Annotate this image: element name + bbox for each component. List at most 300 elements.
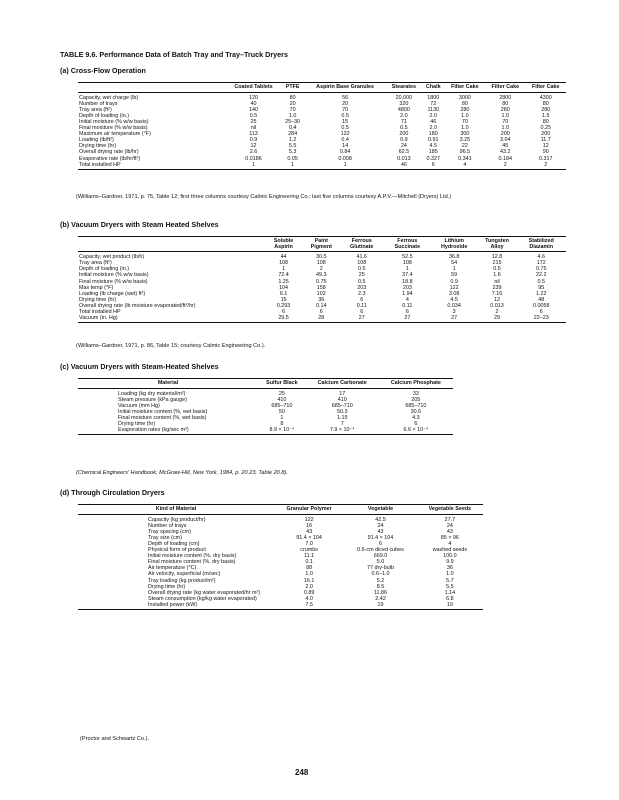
table-cell: 104 — [279, 284, 289, 291]
table-row — [78, 427, 453, 435]
table-cell: 71 — [400, 118, 407, 125]
table-cell: 1130 — [427, 106, 440, 113]
table-cell: 56 — [342, 94, 349, 101]
table-cell: 0.91 — [428, 137, 439, 144]
column-header: Paint Pigment — [303, 237, 339, 252]
table-cell: 43 — [377, 528, 384, 535]
table-cell: 410 — [337, 396, 347, 403]
table-cell: 1.0 — [446, 571, 454, 578]
section-d-heading: (d) Through Circulation Dryers — [60, 488, 165, 497]
table-row — [78, 315, 566, 323]
table-row — [78, 162, 566, 170]
table-cell: 80 — [502, 100, 509, 107]
table-cell: 140 — [249, 106, 258, 113]
table-cell: 203 — [402, 284, 412, 291]
table-cell: 41.6 — [356, 254, 367, 261]
section-b-source-note: (Williams–Gardner, 1971, p. 86, Table 15; courtesy Calmic Engineering Co.). — [76, 343, 266, 349]
table-cell: 80 — [289, 94, 296, 101]
table-cell: 6 — [405, 309, 409, 316]
table-cell: 0.0058 — [532, 302, 550, 309]
table-cell: 6 — [360, 309, 364, 316]
table-cell: 27 — [384, 315, 431, 323]
row-label: Drying time (hr) — [148, 583, 186, 590]
row-label: Installed power (kW) — [78, 602, 274, 610]
row-label: Air velocity, superficial (m/sec) — [148, 571, 221, 578]
table-cell: 24 — [400, 143, 407, 150]
table-cell: 120 — [249, 94, 258, 101]
row-label: Max temp (°F) — [79, 284, 114, 291]
row-label: Final moisture content (%, dry basis) — [148, 559, 236, 566]
table-cell: 2 — [319, 266, 323, 273]
table-cell: 7.9 × 10⁻⁴ — [306, 427, 379, 435]
table-cell: 54 — [451, 260, 458, 267]
row-label: Steam pressure (kPa gauge) — [118, 396, 187, 403]
table-cell: 25–30 — [285, 118, 301, 125]
table-cell: 0.6–1.0 — [371, 571, 390, 578]
table-cell: 80 — [461, 100, 468, 107]
table-cell: 320 — [399, 100, 409, 107]
row-label: Final moisture content (%, wet basis) — [118, 414, 207, 421]
table-cell: 158 — [316, 284, 326, 291]
section-c-heading: (c) Vacuum Dryers with Steam-Heated Shelves — [60, 362, 219, 371]
table-cell: 72.4 — [278, 272, 289, 279]
table-cell: 14 — [342, 143, 349, 150]
table-cell: 25 — [358, 272, 365, 279]
table-cell: 4.5 — [450, 296, 458, 303]
column-header: Soluble Aspirin — [264, 237, 303, 252]
table-cell: 0.5 — [357, 266, 366, 273]
table-cell: 19 — [417, 602, 483, 610]
table-cell: 59 — [451, 272, 458, 279]
column-header: Granular Polymer — [274, 505, 344, 515]
table-cell: 3000 — [458, 94, 471, 101]
table-cell: washed seeds — [432, 547, 468, 554]
table-cell: 200 — [500, 131, 510, 138]
section-a-heading: (a) Cross-Flow Operation — [60, 66, 146, 75]
table-cell: 24 — [446, 522, 453, 529]
table-cell: 70 — [461, 118, 468, 125]
table-cell: 0.008 — [338, 155, 352, 162]
table-cell: 0.5 — [341, 125, 349, 132]
table-cell: 4 — [448, 540, 452, 547]
column-header: Sulfur Black — [258, 379, 306, 389]
table-cell: 6 — [378, 540, 382, 547]
table-cell: 29 — [478, 315, 517, 323]
row-label: Loading (kg dry material/m²) — [118, 390, 186, 397]
row-label: Drying time (hr) — [118, 421, 156, 428]
table-cell: 280 — [541, 106, 551, 113]
table-cell: 4300 — [539, 94, 552, 101]
table-cell: 12.8 — [491, 254, 503, 261]
table-cell: 4 — [445, 162, 485, 170]
table-cell: 6.1 — [279, 290, 288, 297]
table-cell: 0.11 — [402, 302, 413, 309]
table-cell: 95 — [538, 284, 545, 291]
table-cell: 27.7 — [444, 516, 456, 523]
column-header: Filter Cake — [526, 83, 566, 93]
row-label: Final moisture (% w/w basis) — [79, 278, 148, 285]
table-cell: 1 — [226, 162, 281, 170]
table-cell: 4.3 — [412, 414, 420, 421]
table-cell: 1.0 — [461, 112, 469, 119]
table-cell: 4.6 — [537, 254, 545, 261]
table-cell: 4.0 — [305, 595, 313, 602]
section-d-source-note: (Proctor and Schwartz Co.). — [80, 736, 150, 742]
table-cell: 62.5 — [398, 149, 410, 156]
table-cell: 6.8 — [446, 595, 454, 602]
table-row — [78, 388, 453, 397]
column-header: Stearates — [386, 83, 422, 93]
column-header: Aspirin Base Granules — [304, 83, 386, 93]
table-cell: 52.5 — [402, 254, 413, 261]
table-cell: 11.7 — [540, 137, 551, 144]
table-cell: 2.3 — [357, 290, 366, 297]
table-cell: 22 — [461, 143, 468, 150]
table-cell: 1.15 — [336, 414, 348, 421]
table-cell: 2 — [485, 162, 525, 170]
table-cell: 22.2 — [535, 272, 547, 279]
table-cell: 284 — [288, 131, 298, 138]
table-cell: 6 — [360, 296, 364, 303]
page-number: 248 — [295, 768, 309, 777]
table-cell: 1.2 — [288, 137, 297, 144]
row-label: Tray size (cm) — [148, 534, 182, 541]
table-cell: 5.2 — [376, 577, 385, 584]
table-cell: 15 — [342, 118, 349, 125]
table-cell: 0.5 — [249, 112, 258, 119]
table-cell: 11.1 — [304, 553, 315, 560]
column-header: Material — [78, 379, 258, 389]
table-cell: 0.293 — [276, 302, 291, 309]
table-cell: 685–710 — [331, 402, 353, 409]
table-cell: 50.3 — [336, 408, 348, 415]
table-cell: 22–23 — [516, 315, 566, 323]
table-cell: 205 — [411, 396, 421, 403]
table-vacuum-steam-heated-shelves — [78, 378, 453, 435]
row-label: Vacuum (in. Hg) — [78, 315, 264, 323]
table-cell: 0.84 — [339, 149, 351, 156]
table-cell: 44 — [280, 254, 287, 261]
table-cell: 172 — [536, 260, 546, 267]
table-cell: 102 — [316, 290, 326, 297]
table-cell: 15 — [280, 296, 287, 303]
row-label: Physical form of product — [148, 547, 206, 554]
table-cell: 6 — [422, 162, 445, 170]
table-cell: 6 — [319, 309, 323, 316]
table-cell: 122 — [304, 516, 314, 523]
table-cell: 1.0 — [501, 125, 510, 132]
column-header: Filter Cake — [445, 83, 485, 93]
table-cell: 215 — [492, 260, 502, 267]
table-cell: 24 — [377, 522, 384, 529]
table-cell: 1.6 — [493, 272, 501, 279]
table-cell: 0.5 — [537, 278, 545, 285]
table-cell: 70 — [502, 118, 509, 125]
table-cell: 4800 — [397, 106, 410, 113]
table-cell: 200 — [541, 131, 551, 138]
column-header: Ferrous Succinate — [384, 237, 431, 252]
table-cell: 8 — [280, 421, 284, 428]
table-cell: 9.9 — [446, 559, 454, 566]
table-cell: 19 — [344, 602, 416, 610]
table-cell: 1.0 — [305, 571, 313, 578]
table-cell: 203 — [357, 284, 367, 291]
table-cell: 1.0 — [461, 125, 469, 132]
table-cell: 25 — [278, 390, 285, 397]
table-cell: 280 — [500, 106, 510, 113]
table-cell: 0.11 — [356, 302, 367, 309]
column-header-blank — [78, 237, 264, 252]
table-cell: 2.0 — [400, 112, 408, 119]
table-cell: 185 — [428, 149, 438, 156]
table-cell: 1.25 — [278, 278, 289, 285]
row-label: Total installed HP — [78, 162, 226, 170]
table-cell: 12 — [250, 143, 257, 150]
table-cell: 108 — [316, 260, 326, 267]
row-label: Tray loading (kg product/m²) — [148, 577, 216, 584]
row-label: Initial moisture (% w/w basis) — [79, 118, 149, 125]
row-label: Evaporative rate (lb/hr/ft²) — [79, 155, 141, 162]
table-cell: 0.5 — [493, 266, 501, 273]
table-cell: 8.5 — [376, 583, 385, 590]
table-cell: 0.4 — [288, 125, 297, 132]
table-cell: 669.0 — [373, 553, 388, 560]
table-cell: 16.1 — [303, 577, 315, 584]
table-cell: 113 — [249, 131, 258, 138]
row-label: Drying time (hr) — [79, 296, 117, 303]
table-cell: 28 — [303, 315, 339, 323]
table-cell: 3 — [452, 309, 456, 316]
table-cell: 70 — [289, 106, 296, 113]
row-label: Evaporation rates (kg/sec m²) — [78, 427, 258, 435]
table-cell: 0.013 — [490, 302, 504, 309]
table-row — [78, 514, 483, 523]
table-cell: 7.0 — [305, 540, 313, 547]
table-cell: 6 — [539, 309, 543, 316]
table-cell: 0.184 — [498, 155, 513, 162]
table-cell: 122 — [449, 284, 459, 291]
column-header: PTFE — [281, 83, 304, 93]
table-through-circulation — [78, 504, 483, 610]
row-label: Initial moisture (% w/w basis) — [79, 272, 149, 279]
table-cell: 0.89 — [303, 589, 315, 596]
table-cell: 1 — [280, 414, 284, 421]
section-c-source-note: (Chemical Engineers' Handbook, McGraw-Hill, New York, 1984, p. 20.23, Table 20.8). — [76, 470, 288, 476]
row-label: Air temperature (°C) — [148, 565, 197, 572]
table-cell: 410 — [277, 396, 287, 403]
table-cell: 2 — [526, 162, 566, 170]
table-cell: 4.5 — [429, 143, 438, 150]
row-label: Maximum air temperature (°F) — [79, 131, 151, 138]
table-cell: 12 — [494, 296, 501, 303]
table-vacuum-steam-shelves — [78, 236, 566, 323]
table-cell: 50 — [278, 408, 285, 415]
column-header: Ferrous Glutinate — [339, 237, 384, 252]
table-cell: 5.7 — [446, 577, 454, 584]
table-row — [78, 602, 483, 610]
table-cell: 108 — [357, 260, 367, 267]
row-label: Tray spacing (cm) — [148, 528, 191, 535]
row-label: Number of trays — [79, 100, 118, 107]
table-row — [78, 252, 566, 261]
table-cell: 91.4 × 104 — [367, 534, 394, 541]
table-cell: 0.013 — [397, 155, 411, 162]
table-cell: 300 — [460, 131, 470, 138]
table-cell: 0.0186 — [245, 155, 262, 162]
table-cell: 96.5 — [459, 149, 471, 156]
table-cell: 0.5 — [341, 112, 349, 119]
section-b-heading: (b) Vacuum Dryers with Steam Heated Shelves — [60, 220, 219, 229]
table-cell: 27 — [431, 315, 478, 323]
row-label: Initial moisture content (%, wet basis) — [118, 408, 208, 415]
table-cell: 0.25 — [540, 125, 551, 132]
row-label: Vacuum (mm Hg) — [118, 402, 160, 409]
table-cell: 108 — [402, 260, 412, 267]
table-cell: 0.317 — [539, 155, 553, 162]
table-cell: 239 — [492, 284, 502, 291]
table-cell: 29.5 — [264, 315, 303, 323]
table-cell: 17 — [339, 390, 346, 397]
table-cell: 4 — [405, 296, 409, 303]
table-cell: 7.16 — [491, 290, 503, 297]
column-header: Lithium Hydroxide — [431, 237, 478, 252]
column-header: Coated Tablets — [226, 83, 281, 93]
column-header: Vegetable Seeds — [417, 505, 483, 515]
table-cell: 45 — [502, 143, 509, 150]
table-cell: 1.0 — [501, 112, 510, 119]
table-cell: 6 — [282, 309, 286, 316]
row-label: Depth of loading (in.) — [79, 266, 130, 273]
table-cell: 5.3 — [288, 149, 297, 156]
table-cell: 1 — [452, 266, 456, 273]
table-cell: 1.94 — [402, 290, 413, 297]
table-cell: 43 — [446, 528, 453, 535]
table-cell: 0.14 — [316, 302, 327, 309]
table-cell: 43 — [306, 528, 313, 535]
column-header-blank — [78, 83, 226, 93]
table-cell: nil — [250, 125, 257, 132]
table-cell: 685–710 — [405, 402, 427, 409]
column-header: Tungsten Alloy — [478, 237, 517, 252]
table-cell: 27 — [339, 315, 384, 323]
row-label: Initial moisture content (%, dry basis) — [148, 553, 237, 560]
row-label: Depth of loading (in.) — [79, 112, 130, 119]
table-cell: 180 — [428, 131, 438, 138]
table-cell: 1 — [282, 266, 286, 273]
table-cell: 36 — [446, 565, 453, 572]
table-cell: 5.5 — [288, 143, 297, 150]
table-cell: 0.5 — [400, 125, 408, 132]
row-label: Tray area (ft²) — [79, 260, 112, 267]
table-cell: 0.1 — [305, 559, 313, 566]
table-cell: 20 — [342, 100, 349, 107]
table-cell: 0.034 — [447, 302, 461, 309]
table-cell: 46 — [430, 118, 437, 125]
table-cell: 3.04 — [500, 137, 511, 144]
row-label: Total installed HP — [79, 309, 121, 316]
row-label: Loading (lb/ft²) — [79, 137, 114, 144]
table-cell: 46 — [386, 162, 422, 170]
table-cell: 2.0 — [429, 112, 438, 119]
table-cell: 0.9 — [450, 278, 458, 285]
table-cell: 2.0 — [429, 125, 438, 132]
column-header: Calcium Carbonate — [306, 379, 379, 389]
table-cell: 40 — [250, 100, 257, 107]
table-cell: 90 — [542, 149, 549, 156]
table-cell: 1 — [281, 162, 304, 170]
row-label: Loading (lb charge (wet) ft²) — [79, 290, 146, 297]
table-cell: 108 — [279, 260, 289, 267]
table-cell: 12 — [542, 143, 549, 150]
table-title: TABLE 9.6. Performance Data of Batch Tray and Tray–Truck Dryers — [60, 50, 288, 59]
table-cell: 5.0 — [376, 559, 385, 566]
table-cell: 1800 — [427, 94, 440, 101]
table-cell: 33 — [412, 390, 419, 397]
table-cell: 80 — [542, 100, 549, 107]
column-header: Calcium Phosphate — [379, 379, 453, 389]
table-cell: 11.86 — [373, 589, 388, 596]
table-cell: 80 — [542, 118, 549, 125]
table-cell: 0.327 — [426, 155, 441, 162]
table-cell: 72 — [430, 100, 437, 107]
row-label: Depth of loading (cm) — [148, 540, 200, 547]
table-cell: 200 — [399, 131, 409, 138]
table-cell: 49.3 — [316, 272, 327, 279]
table-cell: 91.4 × 104 — [296, 534, 322, 541]
column-header: Kind of Material — [78, 505, 274, 515]
table-cell: 7.5 — [274, 602, 344, 610]
table-cell: 0.05 — [287, 155, 298, 162]
table-cell: 25 — [250, 118, 257, 125]
table-cell: 1.22 — [535, 290, 547, 297]
row-label: Overall drying rate (kg water evaporated/hr m²) — [148, 589, 261, 596]
column-header: Stabilized Diazamin — [516, 237, 566, 252]
table-cell: 20 — [289, 100, 296, 107]
table-cell: 3.08 — [448, 290, 460, 297]
table-cell: 280 — [460, 106, 470, 113]
table-cell: 18.8 — [402, 278, 413, 285]
table-cell: 36.8 — [448, 254, 460, 261]
table-cell: 2 — [495, 309, 499, 316]
table-cell: 1.14 — [444, 589, 456, 596]
table-cell: 5.5 — [446, 583, 454, 590]
table-cell: 2.0 — [305, 583, 313, 590]
row-label: Tray area (ft²) — [79, 106, 112, 113]
table-cross-flow — [78, 82, 566, 170]
row-label: Overall drying rate (lb/hr) — [79, 149, 139, 156]
column-header: Filter Cake — [485, 83, 525, 93]
table-cell: 6 — [414, 421, 418, 428]
table-cell: 88 — [306, 565, 313, 572]
table-cell: 0.4 — [341, 137, 349, 144]
column-header: Chalk — [422, 83, 445, 93]
row-label: Capacity (kg product/hr) — [148, 516, 206, 523]
table-cell: 2.42 — [375, 595, 386, 602]
table-cell: 0.6-cm diced cubes — [357, 547, 404, 554]
table-cell: 7 — [340, 421, 344, 428]
table-cell: 122 — [340, 131, 350, 138]
table-cell: 2800 — [499, 94, 512, 101]
table-cell: crumbs — [300, 547, 318, 554]
table-cell: nil — [494, 278, 500, 285]
table-cell: 1 — [405, 266, 409, 273]
table-row — [78, 92, 566, 101]
table-cell: 36 — [318, 296, 325, 303]
table-cell: 0.5 — [357, 278, 366, 285]
section-a-source-note: (Williams–Gardner, 1971, p. 75, Table 12; first three columns courtesy Calmic Engineering Co.; last five columns courtesy A.P.V.—Mitchell (Dryers) Ltd.) — [76, 194, 452, 200]
table-cell: 0.9 — [400, 137, 408, 144]
table-cell: 3.25 — [459, 137, 471, 144]
